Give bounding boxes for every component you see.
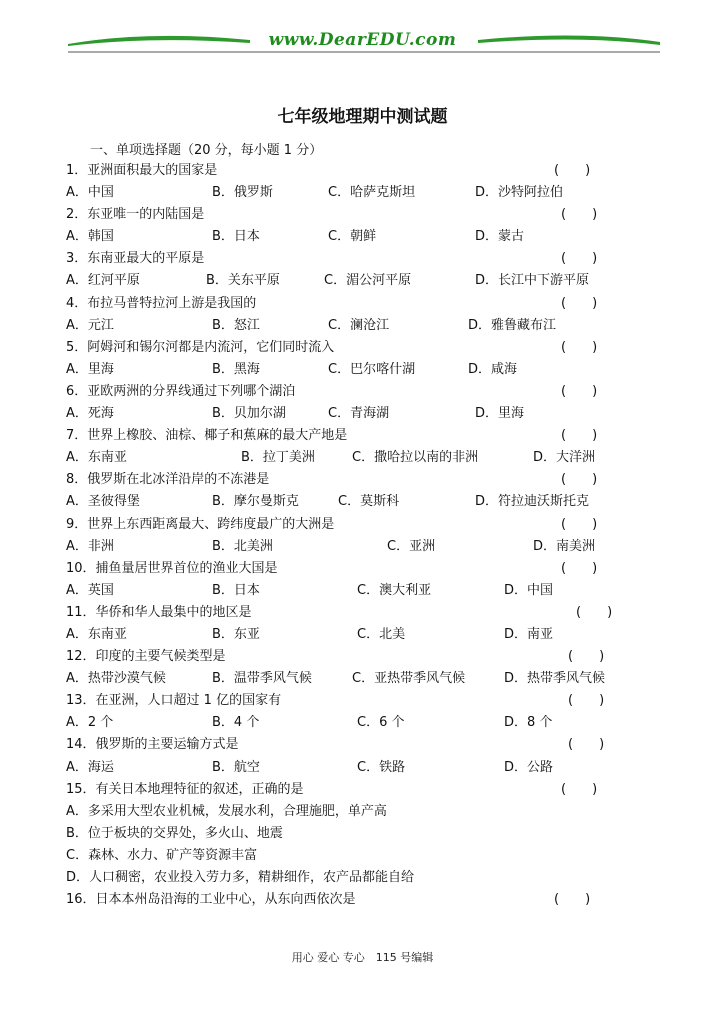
question-6 <box>66 381 626 403</box>
option-d[interactable]: D．热带季风气候 <box>504 671 606 687</box>
option-d[interactable]: D．长江中下游平原 <box>475 273 590 289</box>
answer-blank[interactable]: ( ) <box>561 295 598 311</box>
question-text: 7．世界上橡胶、油棕、椰子和蕉麻的最大产地是 <box>66 428 348 444</box>
question-4 <box>66 293 626 315</box>
answer-blank[interactable]: ( ) <box>561 516 598 532</box>
option-b[interactable]: B．东亚 <box>212 626 260 642</box>
question-13 <box>66 690 626 712</box>
option-d[interactable]: D．咸海 <box>468 361 518 377</box>
question-2 <box>66 204 626 226</box>
question-11 <box>66 602 626 624</box>
question-10 <box>66 558 626 580</box>
option-d[interactable]: D．蒙古 <box>475 229 525 245</box>
question-text: 16．日本本州岛沿海的工业中心，从东向西依次是 <box>66 892 356 908</box>
option-a[interactable]: A．红河平原 <box>66 273 140 289</box>
option-d[interactable]: D．雅鲁藏布江 <box>468 317 557 333</box>
question-12 <box>66 646 626 668</box>
option-a[interactable]: A．东南亚 <box>66 626 127 642</box>
site-url: www.DearEDU.com <box>268 30 457 50</box>
option-b[interactable]: B．拉丁美洲 <box>241 450 315 466</box>
answer-blank[interactable]: ( ) <box>554 163 591 178</box>
option-a[interactable]: A．2 个 <box>66 715 114 731</box>
question-text: 13．在亚洲，人口超过 1 亿的国家有 <box>66 693 282 709</box>
options-row <box>66 580 626 602</box>
option-a[interactable]: A．英国 <box>66 582 114 598</box>
options-row <box>66 359 626 381</box>
option-b[interactable]: B．俄罗斯 <box>212 185 273 201</box>
option-a[interactable]: A．韩国 <box>66 229 114 245</box>
option-b[interactable]: B．贝加尔湖 <box>212 406 286 422</box>
answer-blank[interactable]: ( ) <box>561 428 598 444</box>
question-list <box>66 160 626 911</box>
option-c[interactable]: C．亚洲 <box>387 538 436 554</box>
page-header <box>0 0 725 60</box>
option-b[interactable]: B．日本 <box>212 582 260 598</box>
answer-blank[interactable]: ( ) <box>561 207 598 223</box>
options-row <box>66 182 626 204</box>
question-16 <box>66 889 626 911</box>
question-text: 9．世界上东西距离最大、跨纬度最广的大洲是 <box>66 516 335 532</box>
option-a[interactable]: A．元江 <box>66 317 114 333</box>
option-c[interactable]: C．青海湖 <box>328 406 390 422</box>
question-text: 10．捕鱼量居世界首位的渔业大国是 <box>66 560 278 576</box>
question-text: 6．亚欧两洲的分界线通过下列哪个湖泊 <box>66 383 296 399</box>
option-a[interactable]: A．非洲 <box>66 538 114 554</box>
question-15 <box>66 779 626 801</box>
question-8 <box>66 469 626 491</box>
question-text: 14．俄罗斯的主要运输方式是 <box>66 737 239 753</box>
option-c[interactable]: C．北美 <box>357 626 406 642</box>
answer-blank[interactable]: ( ) <box>561 560 598 576</box>
answer-blank[interactable]: ( ) <box>576 604 613 620</box>
option-d[interactable]: D．南美洲 <box>533 538 596 554</box>
option-a[interactable]: A．中国 <box>66 185 114 201</box>
option-b[interactable]: B．日本 <box>212 229 260 245</box>
question-1 <box>66 160 626 182</box>
option-a[interactable]: A．里海 <box>66 361 114 377</box>
page-footer: 用心 爱心 专心 115 号编辑 <box>291 951 434 964</box>
options-row <box>66 226 626 248</box>
option-a[interactable]: A．东南亚 <box>66 450 127 466</box>
question-text: 2．东亚唯一的内陆国是 <box>66 207 205 223</box>
option-a[interactable]: A．热带沙漠气候 <box>66 671 166 687</box>
option-b[interactable]: B．4 个 <box>212 715 260 731</box>
question-9 <box>66 514 626 536</box>
option-d[interactable]: D．沙特阿拉伯 <box>475 185 564 201</box>
option-a[interactable]: A．海运 <box>66 759 114 775</box>
question-14 <box>66 734 626 756</box>
answer-blank[interactable]: ( ) <box>568 693 605 709</box>
option-c[interactable]: C．澜沧江 <box>328 317 390 333</box>
answer-blank[interactable]: ( ) <box>568 649 605 665</box>
question-text: 12．印度的主要气候类型是 <box>66 649 226 665</box>
option-d[interactable]: D．中国 <box>504 582 554 598</box>
option-b[interactable]: B．北美洲 <box>212 538 273 554</box>
options-row <box>66 403 626 425</box>
answer-blank[interactable]: ( ) <box>561 339 598 355</box>
option-c[interactable]: C．铁路 <box>357 759 406 775</box>
option-c[interactable]: C．哈萨克斯坦 <box>328 185 416 201</box>
question-3 <box>66 248 626 270</box>
option-b[interactable]: B．位于板块的交界处，多火山、地震 <box>66 825 283 841</box>
option-d[interactable]: D．里海 <box>475 406 525 422</box>
option-d[interactable]: D．符拉迪沃斯托克 <box>475 494 590 510</box>
option-b[interactable]: B．怒江 <box>212 317 260 333</box>
options-row <box>66 536 626 558</box>
options-row <box>66 712 626 734</box>
options-row <box>66 757 626 779</box>
option-c[interactable]: C．湄公河平原 <box>324 273 412 289</box>
option-c[interactable]: C．亚热带季风气候 <box>352 671 466 687</box>
options-row <box>66 491 626 513</box>
option-a[interactable]: A．多采用大型农业机械，发展水利，合理施肥，单产高 <box>66 803 387 819</box>
answer-blank[interactable]: ( ) <box>561 472 598 488</box>
option-a[interactable]: A．死海 <box>66 406 114 422</box>
option-c[interactable]: C．撒哈拉以南的非洲 <box>352 450 479 466</box>
option-c[interactable]: C．森林、水力、矿产等资源丰富 <box>66 847 258 863</box>
question-text: 1．亚洲面积最大的国家是 <box>66 163 218 178</box>
option-c[interactable]: C．巴尔喀什湖 <box>328 361 416 377</box>
option-d[interactable]: D．南亚 <box>504 626 554 642</box>
question-text: 8．俄罗斯在北冰洋沿岸的不冻港是 <box>66 472 270 488</box>
option-c[interactable]: C．朝鲜 <box>328 229 377 245</box>
option-b[interactable]: B．摩尔曼斯克 <box>212 494 299 510</box>
option-c[interactable]: C．澳大利亚 <box>357 582 432 598</box>
answer-blank[interactable]: ( ) <box>561 251 598 267</box>
options-row <box>66 668 626 690</box>
page-title: 七年级地理期中测试题 <box>277 107 448 127</box>
section-heading: 一、单项选择题（20 分，每小题 1 分） <box>90 143 323 158</box>
options-row <box>66 315 626 337</box>
question-text: 11．华侨和华人最集中的地区是 <box>66 604 252 620</box>
option-d[interactable]: D．人口稠密，农业投入劳力多，精耕细作，农产品都能自给 <box>66 870 415 885</box>
question-text: 15．有关日本地理特征的叙述，正确的是 <box>66 781 304 797</box>
answer-blank[interactable]: ( ) <box>561 383 598 399</box>
answer-blank[interactable]: ( ) <box>568 737 605 753</box>
question-text: 4．布拉马普特拉河上游是我国的 <box>66 295 257 311</box>
question-5 <box>66 337 626 359</box>
options-row <box>66 270 626 292</box>
option-d[interactable]: D．8 个 <box>504 715 553 731</box>
answer-blank[interactable]: ( ) <box>561 781 598 797</box>
option-c[interactable]: C．莫斯科 <box>338 494 400 510</box>
question-text: 5．阿姆河和锡尔河都是内流河，它们同时流入 <box>66 339 335 355</box>
option-b[interactable]: B．航空 <box>212 759 260 775</box>
option-c[interactable]: C．6 个 <box>357 715 405 731</box>
options-row <box>66 447 626 469</box>
option-b[interactable]: B．关东平原 <box>206 273 280 289</box>
options-row <box>66 624 626 646</box>
option-b[interactable]: B．黑海 <box>212 361 260 377</box>
answer-blank[interactable]: ( ) <box>554 892 591 908</box>
option-d[interactable]: D．大洋洲 <box>533 450 596 466</box>
option-a[interactable]: A．圣彼得堡 <box>66 494 140 510</box>
question-7 <box>66 425 626 447</box>
option-b[interactable]: B．温带季风气候 <box>212 671 312 687</box>
option-d[interactable]: D．公路 <box>504 759 554 775</box>
question-text: 3．东南亚最大的平原是 <box>66 251 205 267</box>
